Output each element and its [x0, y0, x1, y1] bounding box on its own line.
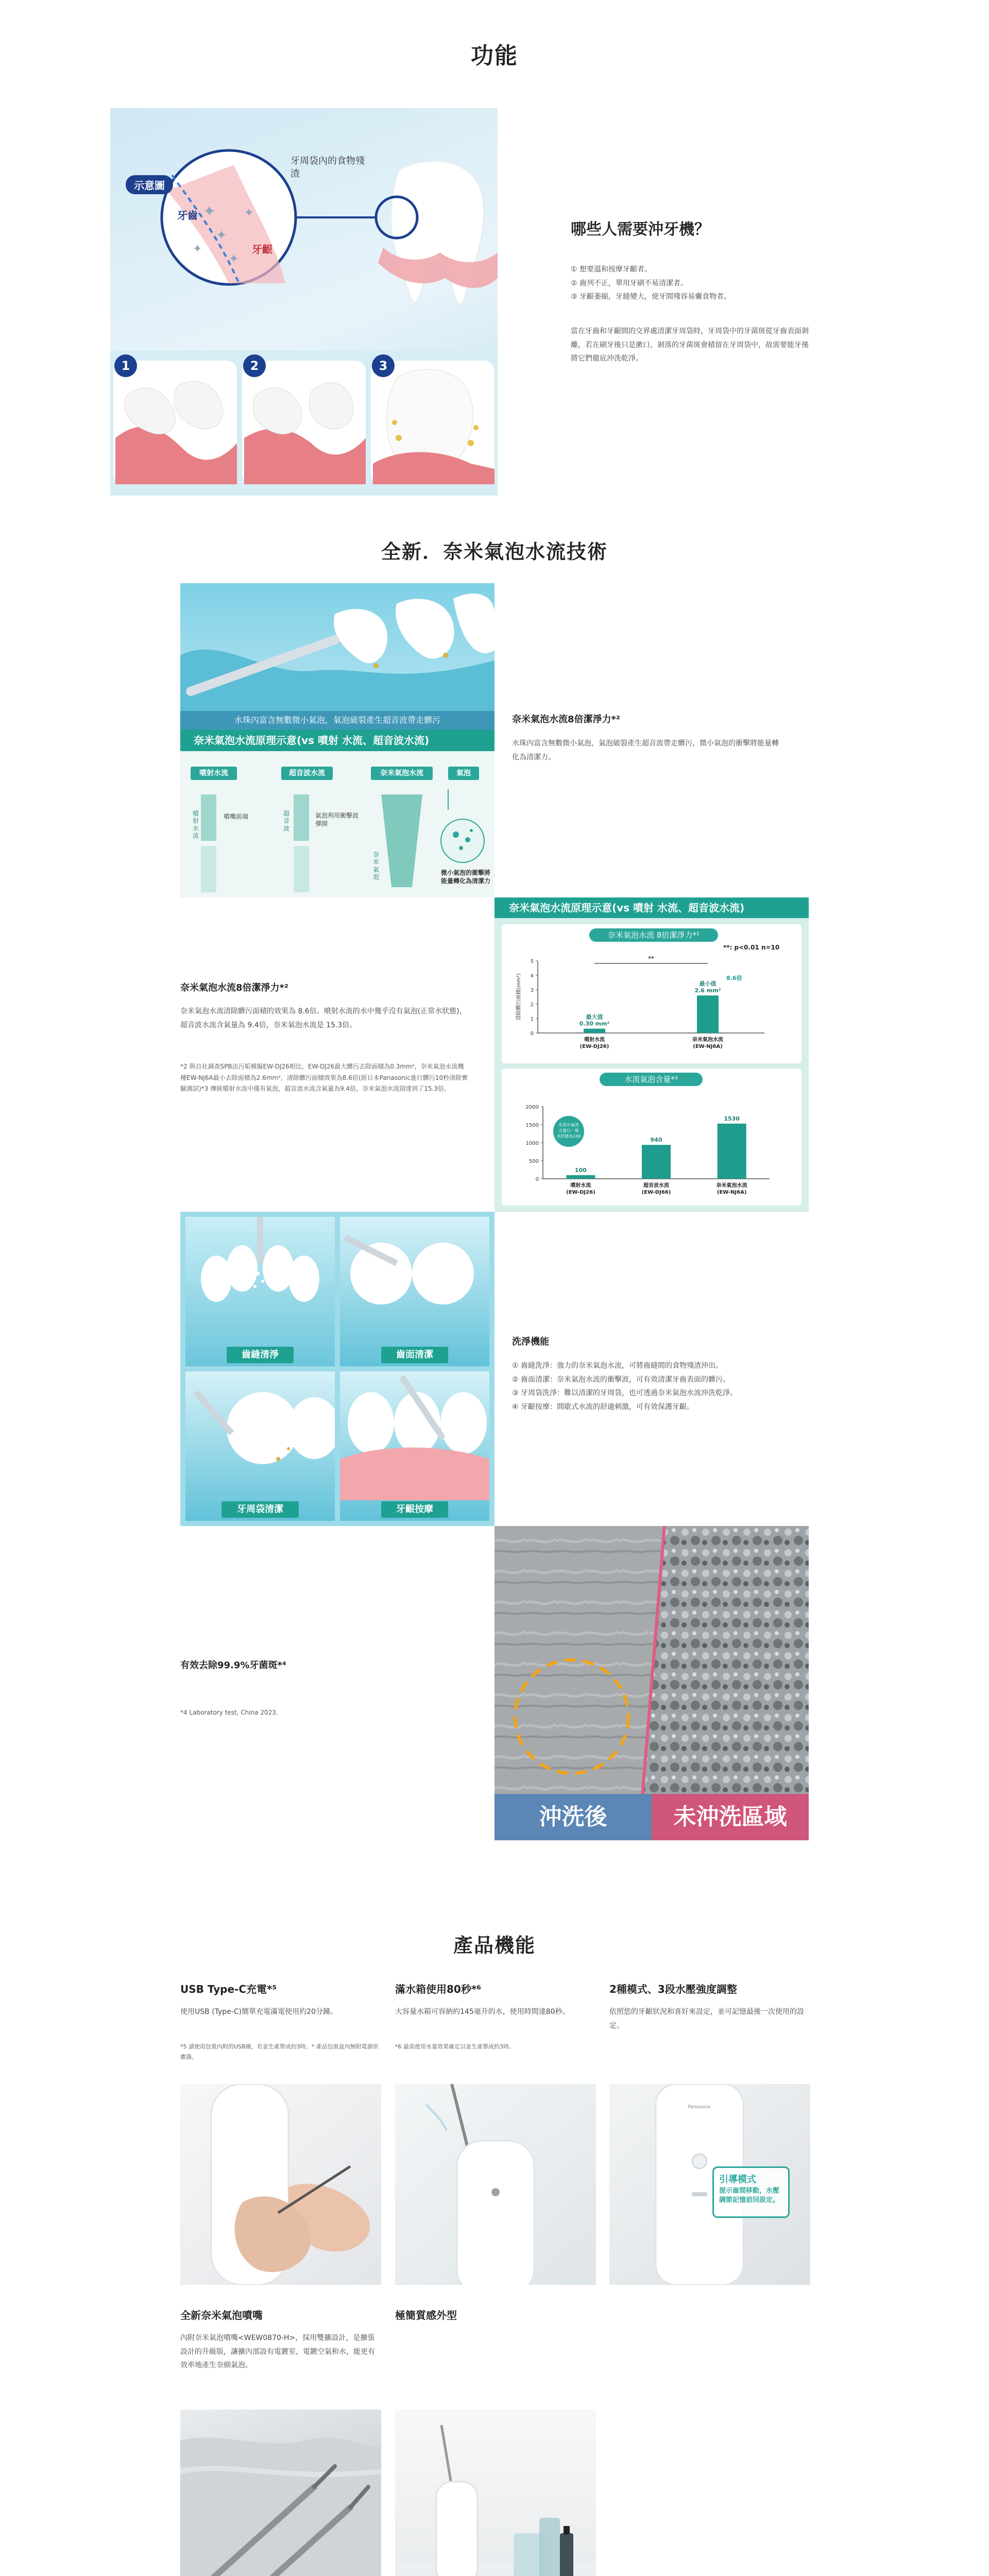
feature-usb-title: USB Type-C充電*⁵ [180, 1983, 277, 1995]
list-item: ④ 牙齦按摩：間歇式水流的舒適刺激，可有效保護牙齦。 [512, 1402, 694, 1411]
category-label: (EW-DJ26) [579, 1044, 609, 1049]
data-label: 0.30 mm² [579, 1020, 610, 1027]
y-tick-label: 2000 [525, 1105, 539, 1110]
block1-text: 水珠內富含無數微小氣泡，氣泡破裂產生超音波帶走髒污，微小氣泡的衝擊將能量轉化為清潔力。 [512, 739, 779, 761]
block2-text: 奈米氣泡水流清除髒污面積的效果為 8.6倍。噴射水流的水中幾乎沒有氣泡(正常水狀態)，超音波水流含氣量為 9.4倍，奈米氣泡水流是 15.3倍。 [180, 1007, 467, 1029]
tooth-label: 牙齒 [177, 209, 198, 222]
category-label: 噴射水流 [570, 1183, 591, 1189]
y-tick-label: 2 [530, 1002, 534, 1008]
category-label: (EW-NJ6A) [717, 1190, 747, 1195]
tile-gum-massage [340, 1371, 489, 1521]
chart1-significance: **: p<0.01 n=10 [723, 944, 780, 951]
block4-heading: 有效去除99.9%牙菌斑*⁴ [180, 1660, 286, 1671]
category-label: (EW-DJ26) [566, 1190, 595, 1195]
data-label: 1530 [724, 1115, 740, 1122]
chart-panel-bar: 奈米氣泡水流原理示意(vs 噴射 水流、超音波水流) [494, 897, 809, 918]
y-axis-label: 清除髒污面積(mm²) [516, 973, 522, 1021]
feature-tank-title: 滿水箱使用80秒*⁶ [395, 1983, 482, 1995]
tooth-diagram-image [110, 108, 498, 496]
gum-label: 牙齦 [252, 243, 272, 256]
mode-callout-title: 引導模式 [719, 2174, 756, 2185]
baseline-note-text: 水狀態為100 [556, 1134, 581, 1139]
debris-callout: 牙周袋內的食物殘渣 [291, 156, 365, 180]
chip-bubble: 氣泡 [448, 767, 479, 780]
list-item: ① 齒縫洗淨：強力的奈米氣泡水流，可將齒縫間的食物殘渣沖出。 [512, 1362, 723, 1370]
diag-label-shockwave: 氣泡利用衝擊波彈開 [315, 812, 359, 827]
block3-heading: 洗淨機能 [512, 1336, 549, 1347]
y-tick-label: 1 [530, 1016, 534, 1022]
category-label: 噴射水流 [584, 1037, 605, 1043]
block1-heading: 奈米氣泡水流8倍潔淨力*² [512, 714, 620, 725]
y-tick-label: 3 [530, 988, 534, 993]
after-rinse-label: 沖洗後 [494, 1794, 652, 1840]
bar [584, 1029, 605, 1033]
unrinsed-area-label: 未沖洗區域 [652, 1794, 809, 1840]
bar [566, 1175, 595, 1179]
feature-tank-text: 大容量水箱可容納約145毫升的水，使用時間達80秒。 [395, 2008, 570, 2016]
bar [697, 995, 719, 1033]
tile-label-gum-massage: 牙齦按摩 [381, 1501, 448, 1518]
block3-list [512, 1359, 790, 1414]
bar [718, 1124, 746, 1179]
plaque-comparison-image [494, 1526, 809, 1840]
chart2-card [502, 1069, 802, 1206]
block4-note: *4 Laboratory test, China 2023. [180, 1709, 278, 1716]
category-label: 超音波水流 [643, 1183, 669, 1189]
who-needs-list [571, 263, 813, 304]
list-item: ① 想要溫和按摩牙齦者。 [571, 265, 652, 274]
feature-usb-text: 使用USB (Type-C)簡單充電滿電使用約20分鐘。 [180, 2008, 337, 2016]
y-tick-label: 0 [535, 1177, 539, 1182]
diag-label-nozzle: 噴嘴前端 [224, 813, 249, 820]
legend-label-chip: 示意圖 [126, 175, 173, 194]
principle-bar: 奈米氣泡水流原理示意(vs 噴射 水流、超音波水流) [180, 730, 494, 751]
mode-callout [712, 2166, 790, 2218]
feature-modes-title: 2種模式、3段水壓強度調整 [609, 1983, 737, 1995]
bar [642, 1145, 671, 1179]
chip-jet: 噴射水流 [191, 767, 237, 780]
y-tick-label: 500 [528, 1159, 539, 1164]
device-brand-label: Panasonic [688, 2105, 711, 2110]
baseline-note-text: 水流中氣泡 [558, 1123, 579, 1127]
tile-interdental [185, 1217, 335, 1366]
y-tick-label: 0 [530, 1031, 534, 1037]
diag-label-ultrasonic: 超音波 [283, 810, 290, 832]
svg-text:✦: ✦ [216, 228, 227, 243]
category-label: (EW-NJ6A) [693, 1044, 723, 1049]
data-label: 100 [574, 1167, 587, 1174]
tile-surface [340, 1217, 489, 1366]
svg-text:✦: ✦ [193, 243, 202, 256]
data-label: 最大值 [586, 1013, 603, 1021]
list-item: ② 齒列不正，單用牙刷不易清潔者。 [571, 279, 688, 287]
feature-tank-notes: *6 最高使用水量效果確定以並生產單成約3時。 [395, 2043, 515, 2050]
diag-label-energy: 微小氣泡的衝擊將能量轉化為清潔力 [441, 869, 491, 885]
tile-label-surface: 齒面清潔 [381, 1347, 448, 1363]
feature-usb-notes: *5 請使用包裝內附的USB線，若並生產單成約3時。* 產品包裝盒內無附電源供應器。 [180, 2043, 379, 2060]
svg-text:✦: ✦ [229, 251, 240, 266]
svg-text:✦: ✦ [203, 202, 216, 221]
feature-design-title: 極簡質感外型 [395, 2309, 457, 2321]
y-tick-label: 1000 [525, 1141, 539, 1146]
data-label: 2.6 mm² [694, 987, 721, 994]
block2-notes: *2 與自社調查SPB法污垢模擬EW-DJ26相比，EW-DJ26最大髒污去除面積為0.3mm²，奈米氣泡水流機種EW-NJ6A最小去除面積為2.6mm²，清除髒污面積效果為8.6倍(經日本Panasonic進行髒污10秒清除實驗測試)*3 傳統噴射水流中僅有氣泡，超音波水流含氣量為9.4倍，奈米氣泡水流則達到了15.3倍。 [180, 1063, 468, 1093]
data-label: 最小值 [699, 980, 717, 988]
chart2-title: 水流氣泡含量*³ [600, 1073, 703, 1086]
category-label: 奈米氣泡水流 [716, 1183, 747, 1189]
modes-photo [609, 2084, 810, 2285]
y-tick-label: 4 [530, 973, 534, 979]
category-label: 奈米氣泡水流 [692, 1037, 723, 1043]
baseline-note [553, 1116, 584, 1147]
nanobubble-principle-image [180, 583, 494, 897]
block2-heading: 奈米氣泡水流8倍潔淨力*² [180, 982, 288, 993]
chart1-card [502, 924, 802, 1063]
cleaning-functions-image [180, 1212, 494, 1526]
design-photo [395, 2410, 596, 2576]
nozzle-photo [180, 2410, 381, 2576]
mode-callout-text: 提示齒間移動，水壓調節記憶前回設定。 [719, 2187, 780, 2204]
feature-nozzle-text: 內附奈米氣泡噴嘴<WEW0870-H>，採用雙擴設計，是擴張設計的升級版，讓擴內部設有電鍍室，電鍍空氣和水，能更有效率地產生奈細氣泡。 [180, 2334, 375, 2370]
section-title-features: 功能 [471, 43, 518, 69]
fold-badge: 8.6倍 [726, 975, 742, 981]
who-needs-paragraph: 當在牙齒和牙齦間的交界處清潔牙周袋時，牙周袋中的牙菌斑從牙齒表面剝離，若在刷牙後只是漱口，剝落的牙菌斑會積留在牙周袋中，故需要能牙後將它們徹底沖洗乾淨。 [571, 327, 809, 363]
section-title-product-features: 產品機能 [453, 1934, 536, 1957]
water-tank-photo [395, 2084, 596, 2285]
baseline-note-text: 含量以一般 [558, 1128, 579, 1133]
image-caption-band: 水珠內富含無數微小氣泡，氣泡破裂產生超音波帶走髒污 [180, 711, 494, 730]
data-label: 940 [650, 1137, 662, 1144]
diag-label-jet: 噴射水流 [193, 810, 199, 840]
feature-modes-text: 依照您的牙齦狀況和喜好來設定，並可記憶最後一次使用的設定。 [609, 2008, 804, 2030]
y-tick-label: 5 [530, 959, 534, 964]
diag-label-nano: 奈米氣泡 [373, 851, 380, 881]
list-item: ② 齒面清潔：奈米氣泡水流的衝擊波，可有效清潔牙齒表面的髒污。 [512, 1375, 730, 1384]
significance-marker: ** [648, 955, 654, 962]
chart-panel [494, 897, 809, 1212]
chart1-svg [502, 943, 802, 1061]
chart1-title: 奈米氣泡水流 8倍潔淨力*¹ [589, 928, 718, 942]
section-title-nanobubble: 全新．奈米氣泡水流技術 [381, 540, 608, 563]
step-1-badge: 1 [114, 354, 137, 377]
feature-nozzle-title: 全新奈米氣泡噴嘴 [180, 2309, 263, 2321]
usb-charging-photo [180, 2084, 381, 2285]
list-item: ③ 牙周袋洗淨：難以清潔的牙周袋，也可透過奈米氣泡水流沖洗乾淨。 [512, 1389, 737, 1398]
who-needs-heading: 哪些人需要沖牙機？ [571, 221, 710, 239]
tile-label-periodontal: 牙周袋清潔 [221, 1501, 299, 1518]
y-tick-label: 1500 [525, 1123, 539, 1128]
list-item: ③ 牙齦萎縮，牙縫變大，使牙間殘容易囊食物者。 [571, 293, 731, 301]
chart2-svg [502, 1086, 802, 1205]
category-label: (EW-DJ66) [641, 1190, 671, 1195]
step-3-badge: 3 [372, 354, 395, 377]
svg-text:✦: ✦ [244, 207, 254, 219]
chip-ultrasonic: 超音波水流 [281, 767, 333, 780]
step-2-badge: 2 [243, 354, 266, 377]
tile-periodontal [185, 1371, 335, 1521]
tile-label-interdental: 齒縫清淨 [227, 1347, 294, 1363]
chip-nanobubble: 奈米氣泡水流 [371, 767, 433, 780]
